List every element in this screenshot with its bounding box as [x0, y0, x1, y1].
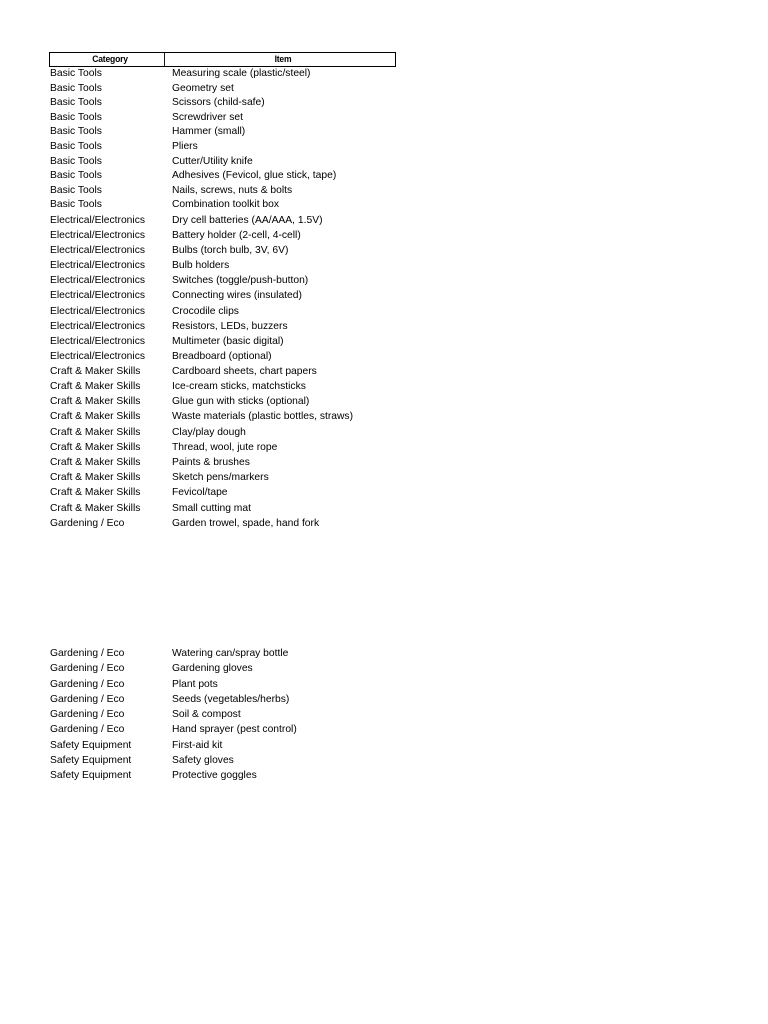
inventory-table	[49, 52, 396, 531]
table-row	[49, 379, 396, 394]
row-group	[49, 213, 396, 364]
table-row	[49, 394, 396, 409]
table-row	[49, 516, 396, 531]
table-row	[49, 198, 396, 213]
table-row	[49, 184, 396, 199]
item-cell: Hand sprayer (pest control)	[172, 724, 297, 736]
item-cell: Breadboard (optional)	[172, 350, 272, 362]
table-row	[49, 319, 396, 334]
item-cell: Cardboard sheets, chart papers	[172, 365, 317, 377]
category-cell: Safety Equipment	[50, 739, 132, 751]
item-cell: Nails, screws, nuts & bolts	[172, 184, 293, 196]
table-row	[49, 96, 396, 111]
table-row	[49, 243, 396, 258]
category-cell: Basic Tools	[50, 140, 102, 152]
category-cell: Craft & Maker Skills	[50, 365, 141, 377]
category-cell: Basic Tools	[50, 184, 102, 196]
table-row	[49, 155, 396, 170]
table-row	[49, 228, 396, 243]
category-cell: Craft & Maker Skills	[50, 396, 141, 408]
item-cell: Plant pots	[172, 678, 218, 690]
category-cell: Basic Tools	[50, 97, 102, 109]
category-cell: Gardening / Eco	[50, 663, 125, 675]
category-cell: Electrical/Electronics	[50, 305, 145, 317]
table-row	[49, 425, 396, 440]
item-cell: Pliers	[172, 140, 198, 152]
item-cell: Sketch pens/markers	[172, 472, 269, 484]
item-cell: Waste materials (plastic bottles, straws)	[172, 411, 354, 423]
category-cell: Gardening / Eco	[50, 724, 125, 736]
table-row	[49, 692, 396, 707]
table-row	[49, 273, 396, 288]
item-cell: Cutter/Utility knife	[172, 155, 253, 167]
table-row	[49, 677, 396, 692]
table-row	[49, 258, 396, 273]
table-row	[49, 334, 396, 349]
table-row	[49, 67, 396, 82]
category-cell: Craft & Maker Skills	[50, 426, 141, 438]
category-cell: Electrical/Electronics	[50, 214, 145, 226]
item-cell: Connecting wires (insulated)	[172, 290, 302, 302]
category-cell: Electrical/Electronics	[50, 260, 145, 272]
item-cell: Clay/play dough	[172, 426, 246, 438]
table-header-row	[49, 52, 396, 67]
category-cell: Basic Tools	[50, 68, 102, 79]
item-cell: Paints & brushes	[172, 457, 250, 468]
item-cell: Glue gun with sticks (optional)	[172, 396, 310, 408]
category-cell: Craft & Maker Skills	[50, 381, 141, 393]
item-cell: Scissors (child-safe)	[172, 97, 265, 109]
item-cell: Thread, wool, jute rope	[172, 441, 278, 453]
category-cell: Basic Tools	[50, 126, 102, 138]
category-cell: Craft & Maker Skills	[50, 411, 141, 423]
category-cell: Craft & Maker Skills	[50, 502, 141, 514]
row-group	[49, 646, 396, 784]
category-cell: Basic Tools	[50, 155, 102, 167]
item-cell: Dry cell batteries (AA/AAA, 1.5V)	[172, 214, 323, 226]
item-cell: Resistors, LEDs, buzzers	[172, 320, 288, 332]
category-cell: Gardening / Eco	[50, 693, 125, 705]
category-cell: Craft & Maker Skills	[50, 457, 141, 468]
table-row	[49, 470, 396, 485]
table-row	[49, 485, 396, 500]
table-row	[49, 111, 396, 126]
inventory-table-continued	[49, 646, 396, 784]
table-row	[49, 304, 396, 319]
table-row	[49, 768, 396, 783]
category-cell: Basic Tools	[50, 170, 102, 182]
category-cell: Electrical/Electronics	[50, 350, 145, 362]
item-cell: First-aid kit	[172, 739, 223, 751]
category-cell: Electrical/Electronics	[50, 335, 145, 347]
category-cell: Electrical/Electronics	[50, 290, 145, 302]
table-row	[49, 738, 396, 753]
item-cell: Watering can/spray bottle	[172, 648, 289, 659]
row-group	[49, 364, 396, 531]
table-row	[49, 722, 396, 737]
table-row	[49, 169, 396, 184]
category-cell: Basic Tools	[50, 111, 102, 123]
item-cell: Switches (toggle/push-button)	[172, 275, 309, 287]
item-cell: Hammer (small)	[172, 126, 246, 138]
category-cell: Electrical/Electronics	[50, 320, 145, 332]
table-row	[49, 707, 396, 722]
category-cell: Safety Equipment	[50, 755, 132, 767]
category-cell: Electrical/Electronics	[50, 275, 145, 287]
category-cell: Gardening / Eco	[50, 678, 125, 690]
item-cell: Seeds (vegetables/herbs)	[172, 693, 290, 705]
table-body-part1	[49, 67, 396, 531]
item-cell: Multimeter (basic digital)	[172, 335, 284, 347]
item-cell: Screwdriver set	[172, 111, 243, 123]
item-cell: Protective goggles	[172, 770, 257, 782]
item-cell: Measuring scale (plastic/steel)	[172, 68, 311, 79]
category-cell: Gardening / Eco	[50, 648, 125, 659]
table-row	[49, 409, 396, 424]
table-row	[49, 349, 396, 364]
table-body-part2	[49, 646, 396, 784]
category-cell: Basic Tools	[50, 82, 102, 94]
category-cell: Safety Equipment	[50, 770, 132, 782]
category-cell: Electrical/Electronics	[50, 230, 145, 242]
item-cell: Battery holder (2-cell, 4-cell)	[172, 230, 301, 242]
column-header-item: Item	[274, 54, 292, 65]
category-cell: Craft & Maker Skills	[50, 441, 141, 453]
item-cell: Crocodile clips	[172, 305, 239, 317]
table-row	[49, 753, 396, 768]
item-cell: Gardening gloves	[172, 663, 253, 675]
table-row	[49, 140, 396, 155]
item-cell: Combination toolkit box	[172, 199, 280, 211]
category-cell: Basic Tools	[50, 199, 102, 211]
column-header-category: Category	[56, 53, 165, 66]
item-cell: Bulb holders	[172, 260, 230, 272]
item-cell: Geometry set	[172, 82, 234, 94]
table-row	[49, 288, 396, 303]
item-cell: Safety gloves	[172, 755, 234, 767]
category-cell: Craft & Maker Skills	[50, 487, 141, 499]
table-row	[49, 661, 396, 676]
item-cell: Bulbs (torch bulb, 3V, 6V)	[172, 245, 289, 257]
item-cell: Garden trowel, spade, hand fork	[172, 517, 320, 529]
item-cell: Small cutting mat	[172, 502, 251, 514]
table-row	[49, 213, 396, 228]
category-cell: Gardening / Eco	[50, 517, 125, 529]
row-group	[49, 67, 396, 213]
category-cell: Electrical/Electronics	[50, 245, 145, 257]
table-row	[49, 364, 396, 379]
item-cell: Ice-cream sticks, matchsticks	[172, 381, 306, 393]
table-row	[49, 82, 396, 97]
table-row	[49, 125, 396, 140]
table-row	[49, 501, 396, 516]
item-cell: Soil & compost	[172, 709, 241, 721]
item-cell: Fevicol/tape	[172, 487, 228, 499]
table-row	[49, 440, 396, 455]
table-row	[49, 455, 396, 470]
category-cell: Gardening / Eco	[50, 709, 125, 721]
category-cell: Craft & Maker Skills	[50, 472, 141, 484]
table-row	[49, 646, 396, 661]
item-cell: Adhesives (Fevicol, glue stick, tape)	[172, 170, 337, 182]
